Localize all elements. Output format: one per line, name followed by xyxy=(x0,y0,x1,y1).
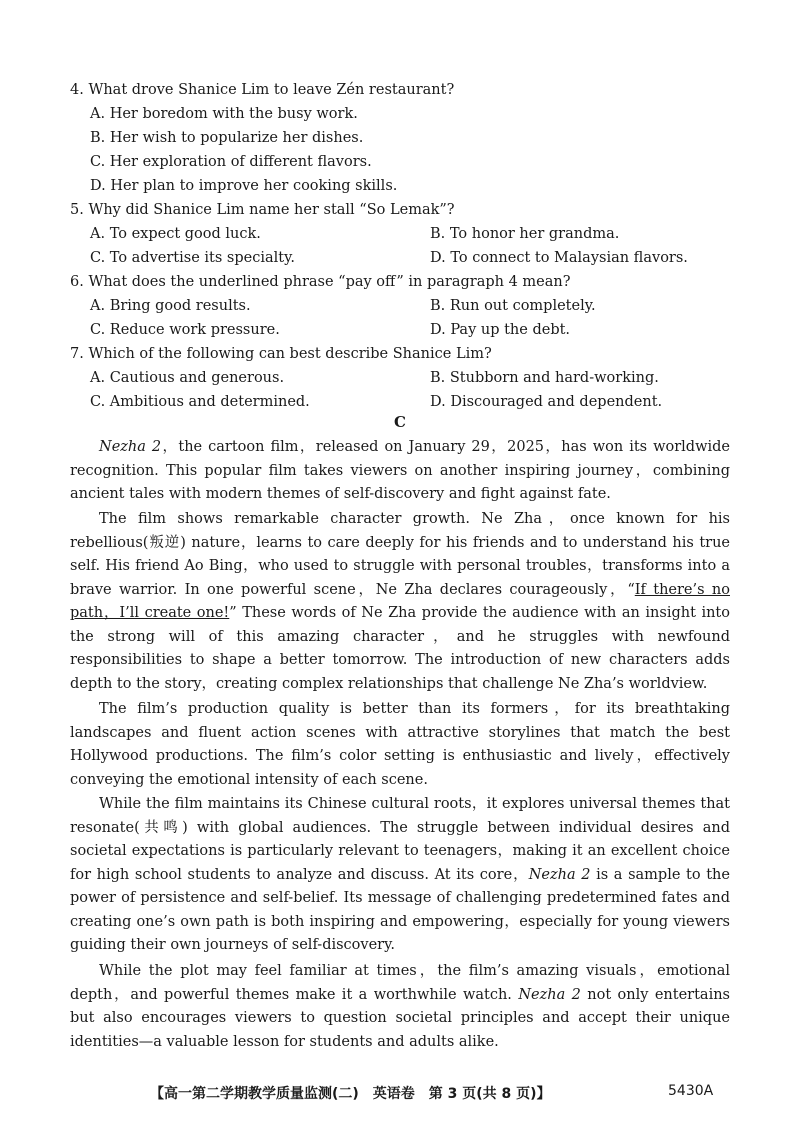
section-heading: C xyxy=(394,413,406,431)
film-title: Nezha 2 xyxy=(518,986,581,1003)
question-6-option-a: A. Bring good results. xyxy=(90,298,251,314)
question-5-option-d: D. To connect to Malaysian flavors. xyxy=(430,250,688,266)
paragraph-5-text-b: not only entertains but also encourages viewers to question societal principles and accept their unique identities—a valuable lesson for students and adults alike. xyxy=(70,986,730,1050)
question-5-option-c: C. To advertise its specialty. xyxy=(90,250,295,266)
page-footer: 【高一第二学期教学质量监测(二) 英语卷 第 3 页(共 8 页)】 xyxy=(150,1086,551,1102)
paragraph-4-text-b: is a sample to the power of persistence and self-belief. Its message of challenging predetermined fates and creating one’s own path is both inspiring and empowering，especially for young viewers guiding their own journeys of self-discovery. xyxy=(70,866,730,953)
question-7-option-c: C. Ambitious and determined. xyxy=(90,394,310,410)
passage-paragraph-5 xyxy=(70,960,730,1054)
paragraph-1-text: ，the cartoon film，released on January 29，2025，has won its worldwide recognition. This popular film takes viewers on another inspiring journey，combining ancient tales with modern themes of self-discovery and fight against fate. xyxy=(70,439,731,502)
underlined-quote: If there’s no path，I’ll create one! xyxy=(70,581,730,621)
question-5-option-b: B. To honor her grandma. xyxy=(430,226,620,242)
question-6-stem: 6. What does the underlined phrase “pay off” in paragraph 4 mean? xyxy=(70,274,571,290)
passage-paragraph-1 xyxy=(70,436,730,507)
exam-code: 5430A xyxy=(668,1083,714,1099)
question-4-option-a: A. Her boredom with the busy work. xyxy=(90,106,358,122)
question-5-option-a: A. To expect good luck. xyxy=(90,226,261,242)
paragraph-2-text-b: ” These words of Ne Zha provide the audience with an insight into the strong will of this amazing character，and he struggles with newfound responsibilities to shape a better tomorrow. The introduction of new characters adds depth to the story，creating complex relationships that challenge Ne Zha’s worldview. xyxy=(70,605,730,692)
paragraph-5-text-a: While the plot may feel familiar at times，the film’s amazing visuals，emotional depth，and powerful themes make it a worthwhile watch. xyxy=(70,963,730,1003)
question-4-option-b: B. Her wish to popularize her dishes. xyxy=(90,130,364,146)
passage-paragraph-2 xyxy=(70,508,730,696)
film-title: Nezha 2 xyxy=(528,866,591,883)
question-7-stem: 7. Which of the following can best describe Shanice Lim? xyxy=(70,346,492,362)
question-6-option-b: B. Run out completely. xyxy=(430,298,596,314)
question-4-option-c: C. Her exploration of different flavors. xyxy=(90,154,372,170)
question-7-option-d: D. Discouraged and dependent. xyxy=(430,394,663,410)
question-7-option-b: B. Stubborn and hard-working. xyxy=(430,370,659,386)
paragraph-2-text-a: The film shows remarkable character growth. Ne Zha，once known for his rebellious(叛逆) nature，learns to care deeply for his friends and to understand his true self. His friend Ao Bing，who used to struggle with personal troubles，transforms into a brave warrior. In one powerful scene，Ne Zha declares courageously，“ xyxy=(70,511,730,598)
passage-paragraph-4 xyxy=(70,793,730,958)
question-7-option-a: A. Cautious and generous. xyxy=(90,370,285,386)
question-4-option-d: D. Her plan to improve her cooking skills. xyxy=(90,178,398,194)
paragraph-3-text: The film’s production quality is better than its formers，for its breathtaking landscapes and fluent action scenes with attractive storylines that match the best Hollywood productions. The film’s color setting is enthusiastic and lively，effectively conveying the emotional intensity of each scene. xyxy=(70,701,730,788)
passage-paragraph-3 xyxy=(70,698,730,792)
question-4-stem: 4. What drove Shanice Lim to leave Zén restaurant? xyxy=(70,82,455,98)
question-6-option-d: D. Pay up the debt. xyxy=(430,322,571,338)
question-6-option-c: C. Reduce work pressure. xyxy=(90,322,280,338)
film-title: Nezha 2 xyxy=(99,439,162,455)
paragraph-4-text-a: While the film maintains its Chinese cultural roots，it explores universal themes that resonate(共鸣) with global audiences. The struggle between individual desires and societal expectations is particularly relevant to teenagers，making it an excellent choice for high school students to analyze and discuss. At its core， xyxy=(70,796,730,883)
question-5-stem: 5. Why did Shanice Lim name her stall “So Lemak”? xyxy=(70,202,455,218)
